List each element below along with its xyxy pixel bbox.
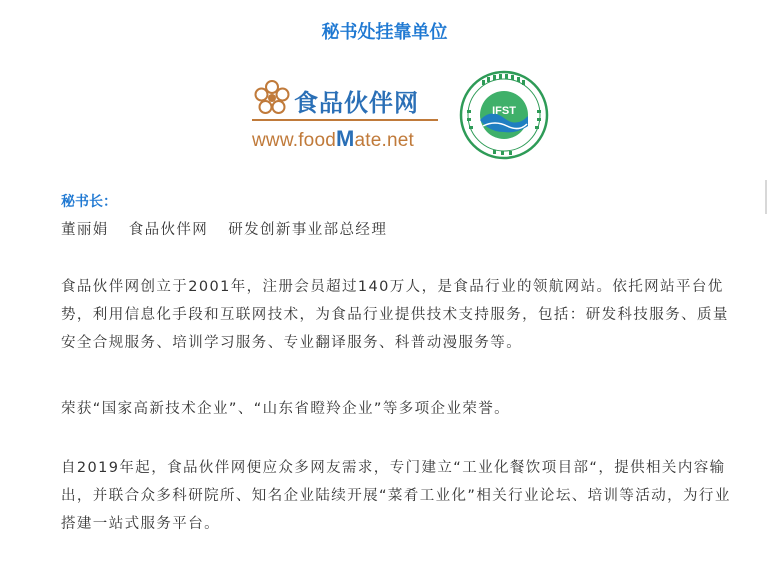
foodmate-url xyxy=(252,126,414,152)
paragraph-honors: 荣获“国家高新技术企业”、“山东省瞪羚企业”等多项企业荣誉。 xyxy=(61,401,511,417)
foodmate-url-suffix: ate.net xyxy=(354,130,415,151)
ifst-logo xyxy=(459,70,549,160)
section-title: 秘书处挂靠单位 xyxy=(321,22,448,43)
foodmate-logo xyxy=(250,76,442,154)
foodmate-url-prefix: www.food xyxy=(252,130,336,151)
logo-row xyxy=(0,70,769,160)
secretary-general-label: 秘书长： xyxy=(61,194,117,210)
paragraph-project: 自2019年起，食品伙伴网便应众多网友需求，专门建立“工业化餐饮项目部“，提供相关内容输出，并联合众多科研院所、知名企业陆续开展“菜肴工业化”相关行业论坛、培训等活动，为行业搭建一站式服务平台。 xyxy=(61,460,731,532)
secretary-general-info: 董丽娟 食品伙伴网 研发创新事业部总经理 xyxy=(61,222,388,238)
foodmate-cn-name: 食品伙伴网 xyxy=(294,89,419,117)
paragraph-intro: 食品伙伴网创立于2001年，注册会员超过140万人，是食品行业的领航网站。依托网站平台优势，利用信息化手段和互联网技术，为食品行业提供技术支持服务，包括：研发科技服务、质量安全合规服务、培训学习服务、专业翻译服务、科普动漫服务等。 xyxy=(61,279,729,351)
ifst-text: IFST xyxy=(492,105,516,117)
scrollbar-thumb[interactable] xyxy=(765,180,767,214)
foodmate-divider xyxy=(252,119,438,121)
foodmate-url-m: M xyxy=(335,126,355,151)
foodmate-flower-icon xyxy=(252,78,292,118)
